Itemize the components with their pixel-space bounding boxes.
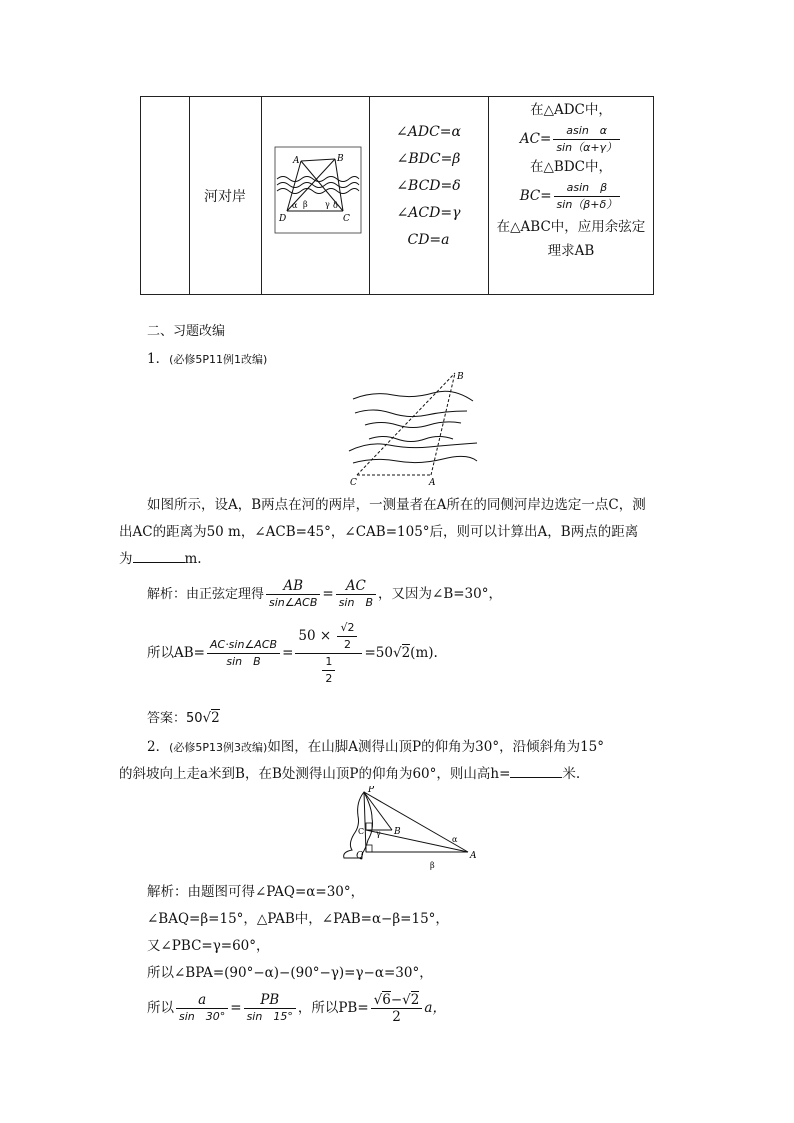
question-source: (必修5P13例3改编) [169,741,268,754]
radicand: 2 [410,992,420,1008]
label-A: A [293,156,300,166]
river-figure-1 [345,367,485,487]
fraction [337,620,357,653]
numerator: AC [336,578,376,595]
condition: ∠BDC=β [396,151,461,167]
fraction [266,578,320,611]
label-gamma: γ [325,200,330,209]
text: (m). [410,645,438,661]
denominator: 2 [392,1009,401,1025]
denominator: sin B [338,596,374,609]
label-C: C [358,827,365,836]
formula-lhs: AC= [519,131,552,147]
table-cell-scenario: 河对岸 [204,188,246,205]
table-divider [261,97,262,294]
formula-lhs: BC= [519,188,552,204]
label-beta: β [303,200,308,209]
label-B: B [457,372,464,382]
numerator: 1 [322,654,335,671]
text: 解析：由正弦定理得 [147,587,265,602]
text: 为 [119,551,133,567]
numerator: AB [266,578,320,595]
numerator [295,620,362,654]
river-quadrilateral-figure [273,145,363,235]
question-1-header [147,347,267,367]
solution-line: 在△ABC中，应用余弦定 [496,219,646,235]
fraction [176,992,228,1025]
radicand: 2 [347,621,355,634]
denominator: sin 30° [179,1010,226,1023]
label-beta: β [430,861,435,870]
text: 米. [562,766,581,782]
label-B: B [337,154,344,164]
label-C: C [343,214,350,224]
q1-text-line [119,547,202,567]
label-delta: δ [333,201,338,210]
question-number: 1． [147,351,170,367]
solution-cell [489,99,653,263]
label-alpha: α [452,835,458,844]
label-Q: Q [356,851,364,861]
fraction [244,992,296,1025]
q1-solution-line-1: 解析：由正弦定理得 $\frac{AB}{\text{sin∠ACB}}$ = $\frac{AC}{\text{sin B}}$ ，又因为∠B=30°， [147,578,502,609]
radicand: 6 [382,992,391,1008]
label-B: B [394,827,401,837]
fraction [207,637,280,670]
text: 的斜坡向上走a米到B，在B处测得山顶P的仰角为60°，则山高h= [119,766,511,782]
q2-solution-line: 所以∠BPA=(90°−α)−(90°−γ)=γ−α=30°， [147,965,433,981]
denominator: sin∠ACB [269,596,318,609]
text: 如图，在山脚A测得山顶P的仰角为30°，沿倾斜角为15° [267,739,605,755]
fraction [322,654,335,687]
numerator: √2 [337,620,357,637]
radicand: 2 [211,710,220,726]
text: a， [424,1000,446,1016]
solution-line: 在△ADC中， [530,102,612,118]
text: 答案：50 [147,711,203,726]
denominator: sin B [226,655,261,668]
conditions-cell [369,119,488,254]
numerator: asin α [553,123,620,140]
denominator: 2 [343,638,351,651]
label-A: A [429,478,436,487]
section-title: 二、习题改编 [147,324,226,339]
question-2-header [147,735,604,755]
denominator: sin（β+δ） [556,198,618,211]
answer-blank [133,550,185,563]
label-alpha: α [292,201,298,210]
condition: ∠ACD=γ [396,205,461,221]
denominator: sin 15° [246,1010,293,1023]
question-number: 2． [147,739,170,755]
text: m. [184,551,202,567]
q2-solution-line: 又∠PBC=γ=60°， [147,938,270,954]
condition: ∠ADC=α [396,124,461,140]
q1-text-line: 出AC的距离为50 m，∠ACB=45°，∠CAB=105°后，则可以计算出A，B两点的距离 [119,524,639,540]
text: 所以AB= [147,645,205,661]
fraction [553,123,620,156]
question-source: (必修5P11例1改编) [169,353,268,366]
radicand: 2 [401,645,411,661]
numerator: PB [244,992,296,1009]
compound-fraction [295,620,362,687]
label-P: P [368,786,375,795]
formula-AC [489,123,653,156]
text: ，又因为∠B=30°， [378,586,502,602]
numerator: asin β [554,180,621,197]
label-gamma: γ [376,829,381,838]
q2-solution-line: 解析：由题图可得∠PAQ=α=30°， [147,884,365,900]
label-D: D [279,214,287,224]
text: 所以 [147,1000,174,1016]
text: =50 [364,645,393,661]
condition: CD=a [407,232,450,248]
denominator: sin（α+γ） [556,141,618,154]
q1-solution-line-2: 所以AB= $\frac{\text{AC·sin∠ACB}}{\text{sin B}}$ = 50 × $\frac{√2}{2}$ $\frac{1}{2}$ =50√2(m). [147,621,438,685]
q2-solution-line-5: 所以 $\frac{a}{\sin 30^\circ}$ = $\frac{PB}{\sin 15^\circ}$ ，所以PB= $\frac{√6-√2}{2}$ a， [147,992,446,1025]
denominator [295,654,362,687]
numerator: √6−√2 [371,992,423,1009]
q2-text-line [119,762,580,782]
text: 50 × [298,628,332,644]
solution-line: 理求AB [547,243,595,259]
fraction [371,992,423,1025]
solution-line: 在△BDC中， [530,159,612,175]
text: ，所以PB= [297,1000,369,1016]
q2-solution-line: ∠BAQ=β=15°，△PAB中，∠PAB=α−β=15°， [147,911,449,927]
answer-blank [510,765,562,778]
formula-BC [489,180,653,213]
method-table [140,96,654,295]
condition: ∠BCD=δ [396,178,461,194]
q1-text-line: 如图所示，设A，B两点在河的两岸，一测量者在A所在的同侧河岸边选定一点C，测 [147,497,646,513]
label-A: A [470,851,477,861]
fraction [554,180,621,213]
numerator: AC·sin∠ACB [207,637,280,654]
fraction [336,578,376,611]
label-C: C [350,478,357,487]
denominator: 2 [325,672,333,685]
q1-answer: 答案：50√2 [147,710,220,726]
mountain-figure [340,786,480,872]
numerator: a [176,992,228,1009]
